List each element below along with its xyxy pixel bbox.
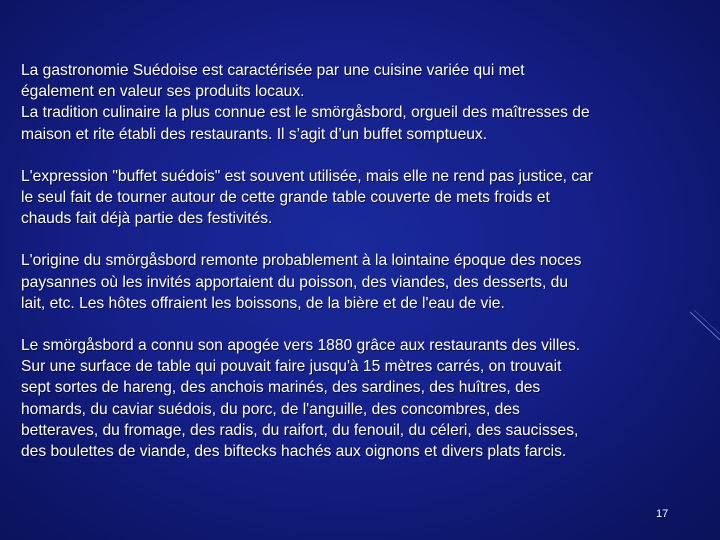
text-line: paysannes où les invités apportaient du poisson, des viandes, des desserts, du bbox=[21, 273, 568, 291]
paragraph-expression bbox=[21, 166, 693, 230]
text-line: également en valeur ses produits locaux. bbox=[21, 83, 305, 101]
text-line: chauds fait déjà partie des festivités. bbox=[21, 210, 273, 228]
text-line: betteraves, du fromage, des radis, du raifort, du fenouil, du céleri, des saucisses, bbox=[21, 421, 579, 439]
text-line: maison et rite établi des restaurants. Il s’agit d’un buffet somptueux. bbox=[21, 125, 488, 143]
text-line: L'origine du smörgåsbord remonte probablement à la lointaine époque des noces bbox=[21, 252, 582, 270]
text-line: La gastronomie Suédoise est caractérisée par une cuisine variée qui met bbox=[21, 62, 525, 79]
text-line: sept sortes de hareng, des anchois marinés, des sardines, des huîtres, des bbox=[21, 379, 541, 397]
text-line: L'expression "buffet suédois" est souvent utilisée, mais elle ne rend pas justice, car bbox=[21, 167, 593, 185]
page-number: 17 bbox=[656, 508, 669, 520]
text-line: Le smörgåsbord a connu son apogée vers 1880 grâce aux restaurants des villes. bbox=[21, 337, 581, 355]
text-line: Sur une surface de table qui pouvait faire jusqu'à 15 mètres carrés, on trouvait bbox=[21, 358, 562, 376]
text-line: homards, du caviar suédois, du porc, de l'anguille, des concombres, des bbox=[21, 400, 520, 418]
text-line: le seul fait de tourner autour de cette grande table couverte de mets froids et bbox=[21, 189, 550, 207]
text-line: des boulettes de viande, des biftecks hachés aux oignons et divers plats farcis. bbox=[21, 443, 567, 461]
paragraph-apogee bbox=[21, 335, 693, 462]
paragraph-origin bbox=[21, 250, 693, 314]
text-line: La tradition culinaire la plus connue est le smörgåsbord, orgueil des maîtresses de bbox=[21, 104, 590, 122]
paragraph-intro bbox=[21, 60, 693, 145]
decorative-line bbox=[690, 300, 720, 350]
text-line: lait, etc. Les hôtes offraient les boissons, de la bière et de l'eau de vie. bbox=[21, 294, 505, 312]
slide-body-text bbox=[21, 60, 693, 462]
